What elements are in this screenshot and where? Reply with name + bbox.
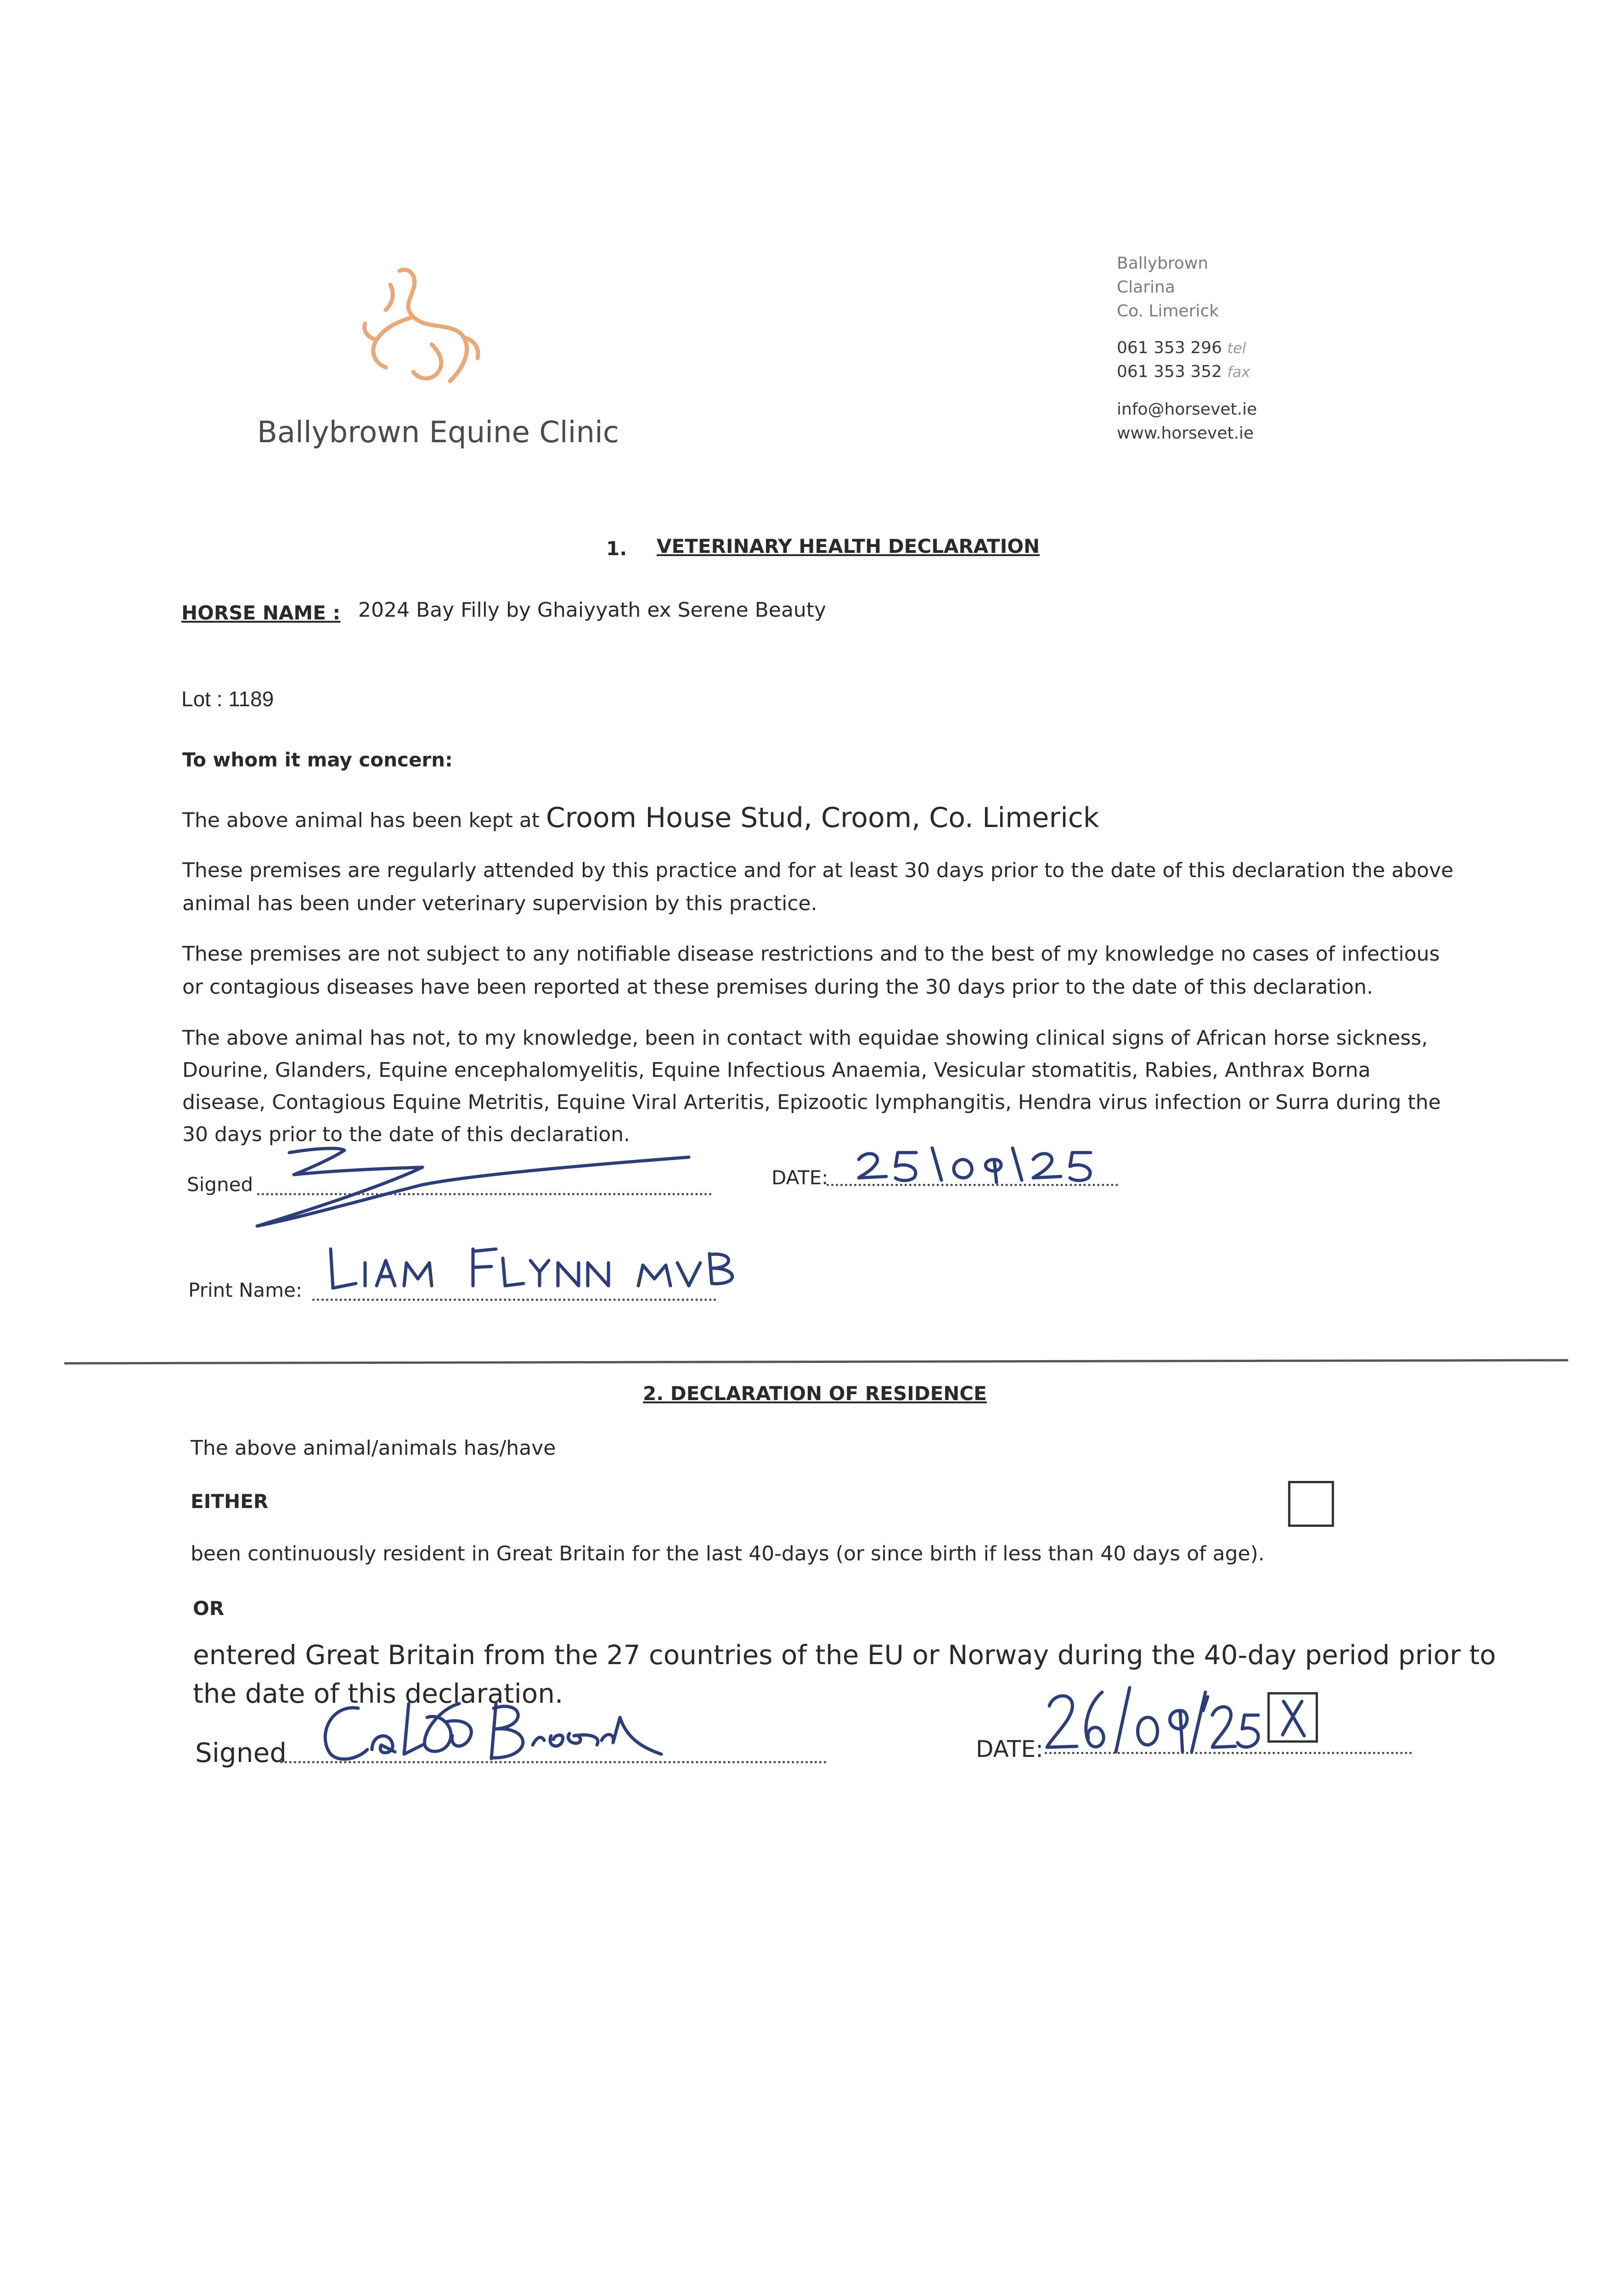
date-label-1: DATE:: [771, 1166, 828, 1189]
website: www.horsevet.ie: [1117, 424, 1254, 443]
lot-number: Lot : 1189: [181, 687, 274, 711]
option2-line2: the date of this declaration.: [193, 1678, 563, 1709]
option2-line1: entered Great Britain from the 27 countries of the EU or Norway during the 40-day period prior to: [193, 1639, 1496, 1671]
print-name-handwritten: [321, 1240, 753, 1300]
fax-number: 061 353 352: [1117, 362, 1222, 381]
horse-name-label: HORSE NAME :: [181, 602, 341, 624]
checkbox-x-mark-icon: [1270, 1694, 1316, 1740]
section1-title: VETERINARY HEALTH DECLARATION: [657, 535, 1040, 557]
either-label: EITHER: [191, 1490, 269, 1513]
section-divider: [64, 1359, 1568, 1365]
option1-text: been continuously resident in Great Britain for the last 40-days (or since birth if less than 40 days of age).: [191, 1542, 1265, 1565]
address-line-2: Clarina: [1117, 278, 1175, 297]
option1-checkbox[interactable]: [1288, 1481, 1334, 1527]
fax-line: [1117, 360, 1250, 384]
section1-number: 1.: [606, 537, 627, 560]
para1-line1: These premises are regularly attended by this practice and for at least 30 days prior to the date of this declaration the above: [182, 859, 1454, 882]
para2-line2: or contagious diseases have been reported at these premises during the 30 days prior to the date of this declaration.: [182, 975, 1373, 999]
address-line-3: Co. Limerick: [1117, 302, 1219, 321]
kept-prefix: The above animal has been kept at: [182, 809, 540, 832]
phone-suffix: tel: [1227, 339, 1246, 357]
para1-line2: animal has been under veterinary supervision by this practice.: [182, 892, 817, 915]
or-label: OR: [193, 1597, 225, 1620]
fax-suffix: fax: [1227, 363, 1250, 381]
signature-2-handwritten: [303, 1690, 670, 1773]
address-line-1: Ballybrown: [1117, 254, 1209, 273]
kept-at-line: [182, 801, 1099, 837]
clinic-name: Ballybrown Equine Clinic: [257, 416, 619, 450]
section2-intro: The above animal/animals has/have: [191, 1436, 556, 1460]
clinic-logo-horse-icon: [349, 257, 496, 404]
para3-line3: disease, Contagious Equine Metritis, Equine Viral Arteritis, Epizootic lymphangitis, Hendra virus infection or Surra during the: [182, 1091, 1441, 1114]
signed-label-2: Signed: [195, 1737, 287, 1768]
para2-line1: These premises are not subject to any notifiable disease restrictions and to the best of my knowledge no cases of infectious: [182, 942, 1440, 966]
para3-line2: Dourine, Glanders, Equine encephalomyelitis, Equine Infectious Anaemia, Vesicular stomatitis, Rabies, Anthrax Borna: [182, 1058, 1371, 1082]
print-name-label: Print Name:: [188, 1279, 303, 1301]
date-2-handwritten: [1042, 1683, 1258, 1756]
signed-label-1: Signed: [187, 1173, 253, 1196]
option2-checkbox[interactable]: [1267, 1692, 1318, 1743]
kept-location: Croom House Stud, Croom, Co. Limerick: [546, 802, 1099, 834]
phone-line: [1117, 336, 1246, 360]
signature-1-handwritten: [248, 1139, 707, 1244]
para3-line1: The above animal has not, to my knowledge, been in contact with equidae showing clinical signs of African horse sickness,: [182, 1026, 1428, 1050]
salutation: To whom it may concern:: [182, 748, 453, 771]
para3-line4: 30 days prior to the date of this declaration.: [182, 1123, 630, 1146]
date-1-handwritten: [852, 1134, 1109, 1185]
date-label-2: DATE:: [976, 1736, 1043, 1762]
email: info@horsevet.ie: [1117, 400, 1257, 419]
section2-title: 2. DECLARATION OF RESIDENCE: [643, 1382, 987, 1405]
horse-name-value: 2024 Bay Filly by Ghaiyyath ex Serene Beauty: [358, 598, 827, 622]
phone-number: 061 353 296: [1117, 338, 1222, 357]
